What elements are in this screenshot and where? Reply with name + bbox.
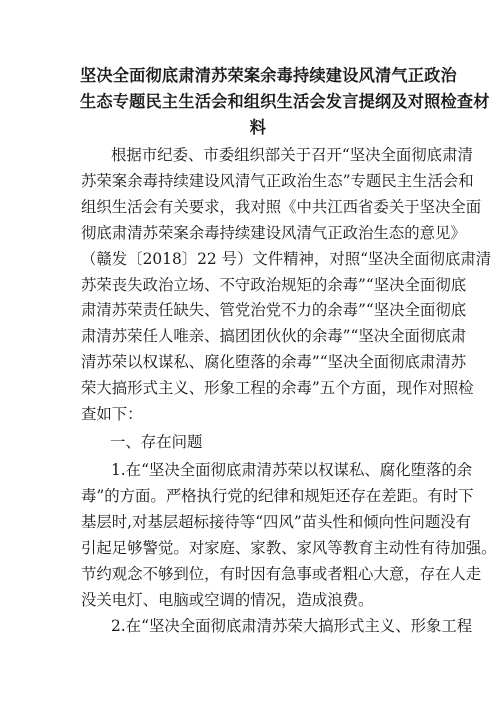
document-title (80, 63, 490, 141)
text-line: 毒”的方面。严格执行党的纪律和规矩还存在差距。有时下 (81, 486, 474, 505)
item-2-paragraph (81, 614, 473, 640)
intro-paragraph (81, 143, 492, 428)
text-line: 没关电灯、电脑或空调的情况，造成浪费。 (81, 590, 374, 609)
text-line: 苏荣丧失政治立场、不守政治规矩的余毒”“坚决全面彻底 (81, 275, 467, 294)
text-line: 查如下： (81, 405, 143, 424)
text-line: 苏荣案余毒持续建设风清气正政治生态”专题民主生活会和 (81, 171, 474, 190)
text-line: 节约观念不够到位，有时因有急事或者粗心大意，存在人走 (81, 564, 482, 583)
text-line: 肃清苏荣责任缺失、管党治党不力的余毒”“坚决全面彻底 (81, 301, 467, 320)
text-line: 彻底肃清苏荣案余毒持续建设风清气正政治生态的意见》 (81, 223, 466, 242)
text-line: （赣发〔2018〕22 号）文件精神，对照“坚决全面彻底肃清 (81, 249, 492, 268)
text-line: 肃清苏荣任人唯亲、搞团团伙伙的余毒”“坚决全面彻底肃 (81, 327, 467, 346)
text-line: 根据市纪委、市委组织部关于召开“坚决全面彻底肃清 (111, 146, 473, 164)
title-line: 坚决全面彻底肃清苏荣案余毒持续建设风清气正政治 (80, 66, 457, 85)
title-line: 料 (249, 118, 267, 137)
text-line: 荣大搞形式主义、形象工程的余毒”五个方面，现作对照检 (81, 379, 474, 398)
text-line: 组织生活会有关要求，我对照《中共江西省委关于坚决全面 (81, 197, 482, 216)
text-line: 清苏荣以权谋私、腐化堕落的余毒”“坚决全面彻底肃清苏 (81, 353, 467, 372)
text-line: 基层时,对基层超标接待等“四风”苗头性和倾向性问题没有 (81, 512, 472, 531)
text-line: 引起足够警觉。对家庭、家教、家风等教育主动性有待加强。 (81, 538, 497, 557)
text-line: 1.在“坚决全面彻底肃清苏荣以权谋私、腐化堕落的余 (111, 461, 473, 479)
section-heading: 一、存在问题 (110, 433, 203, 451)
title-line: 生态专题民主生活会和组织生活会发言提纲及对照检查材 (80, 92, 490, 111)
item-1-paragraph (81, 458, 497, 613)
text-line: 2.在“坚决全面彻底肃清苏荣大搞形式主义、形象工程 (111, 617, 473, 635)
